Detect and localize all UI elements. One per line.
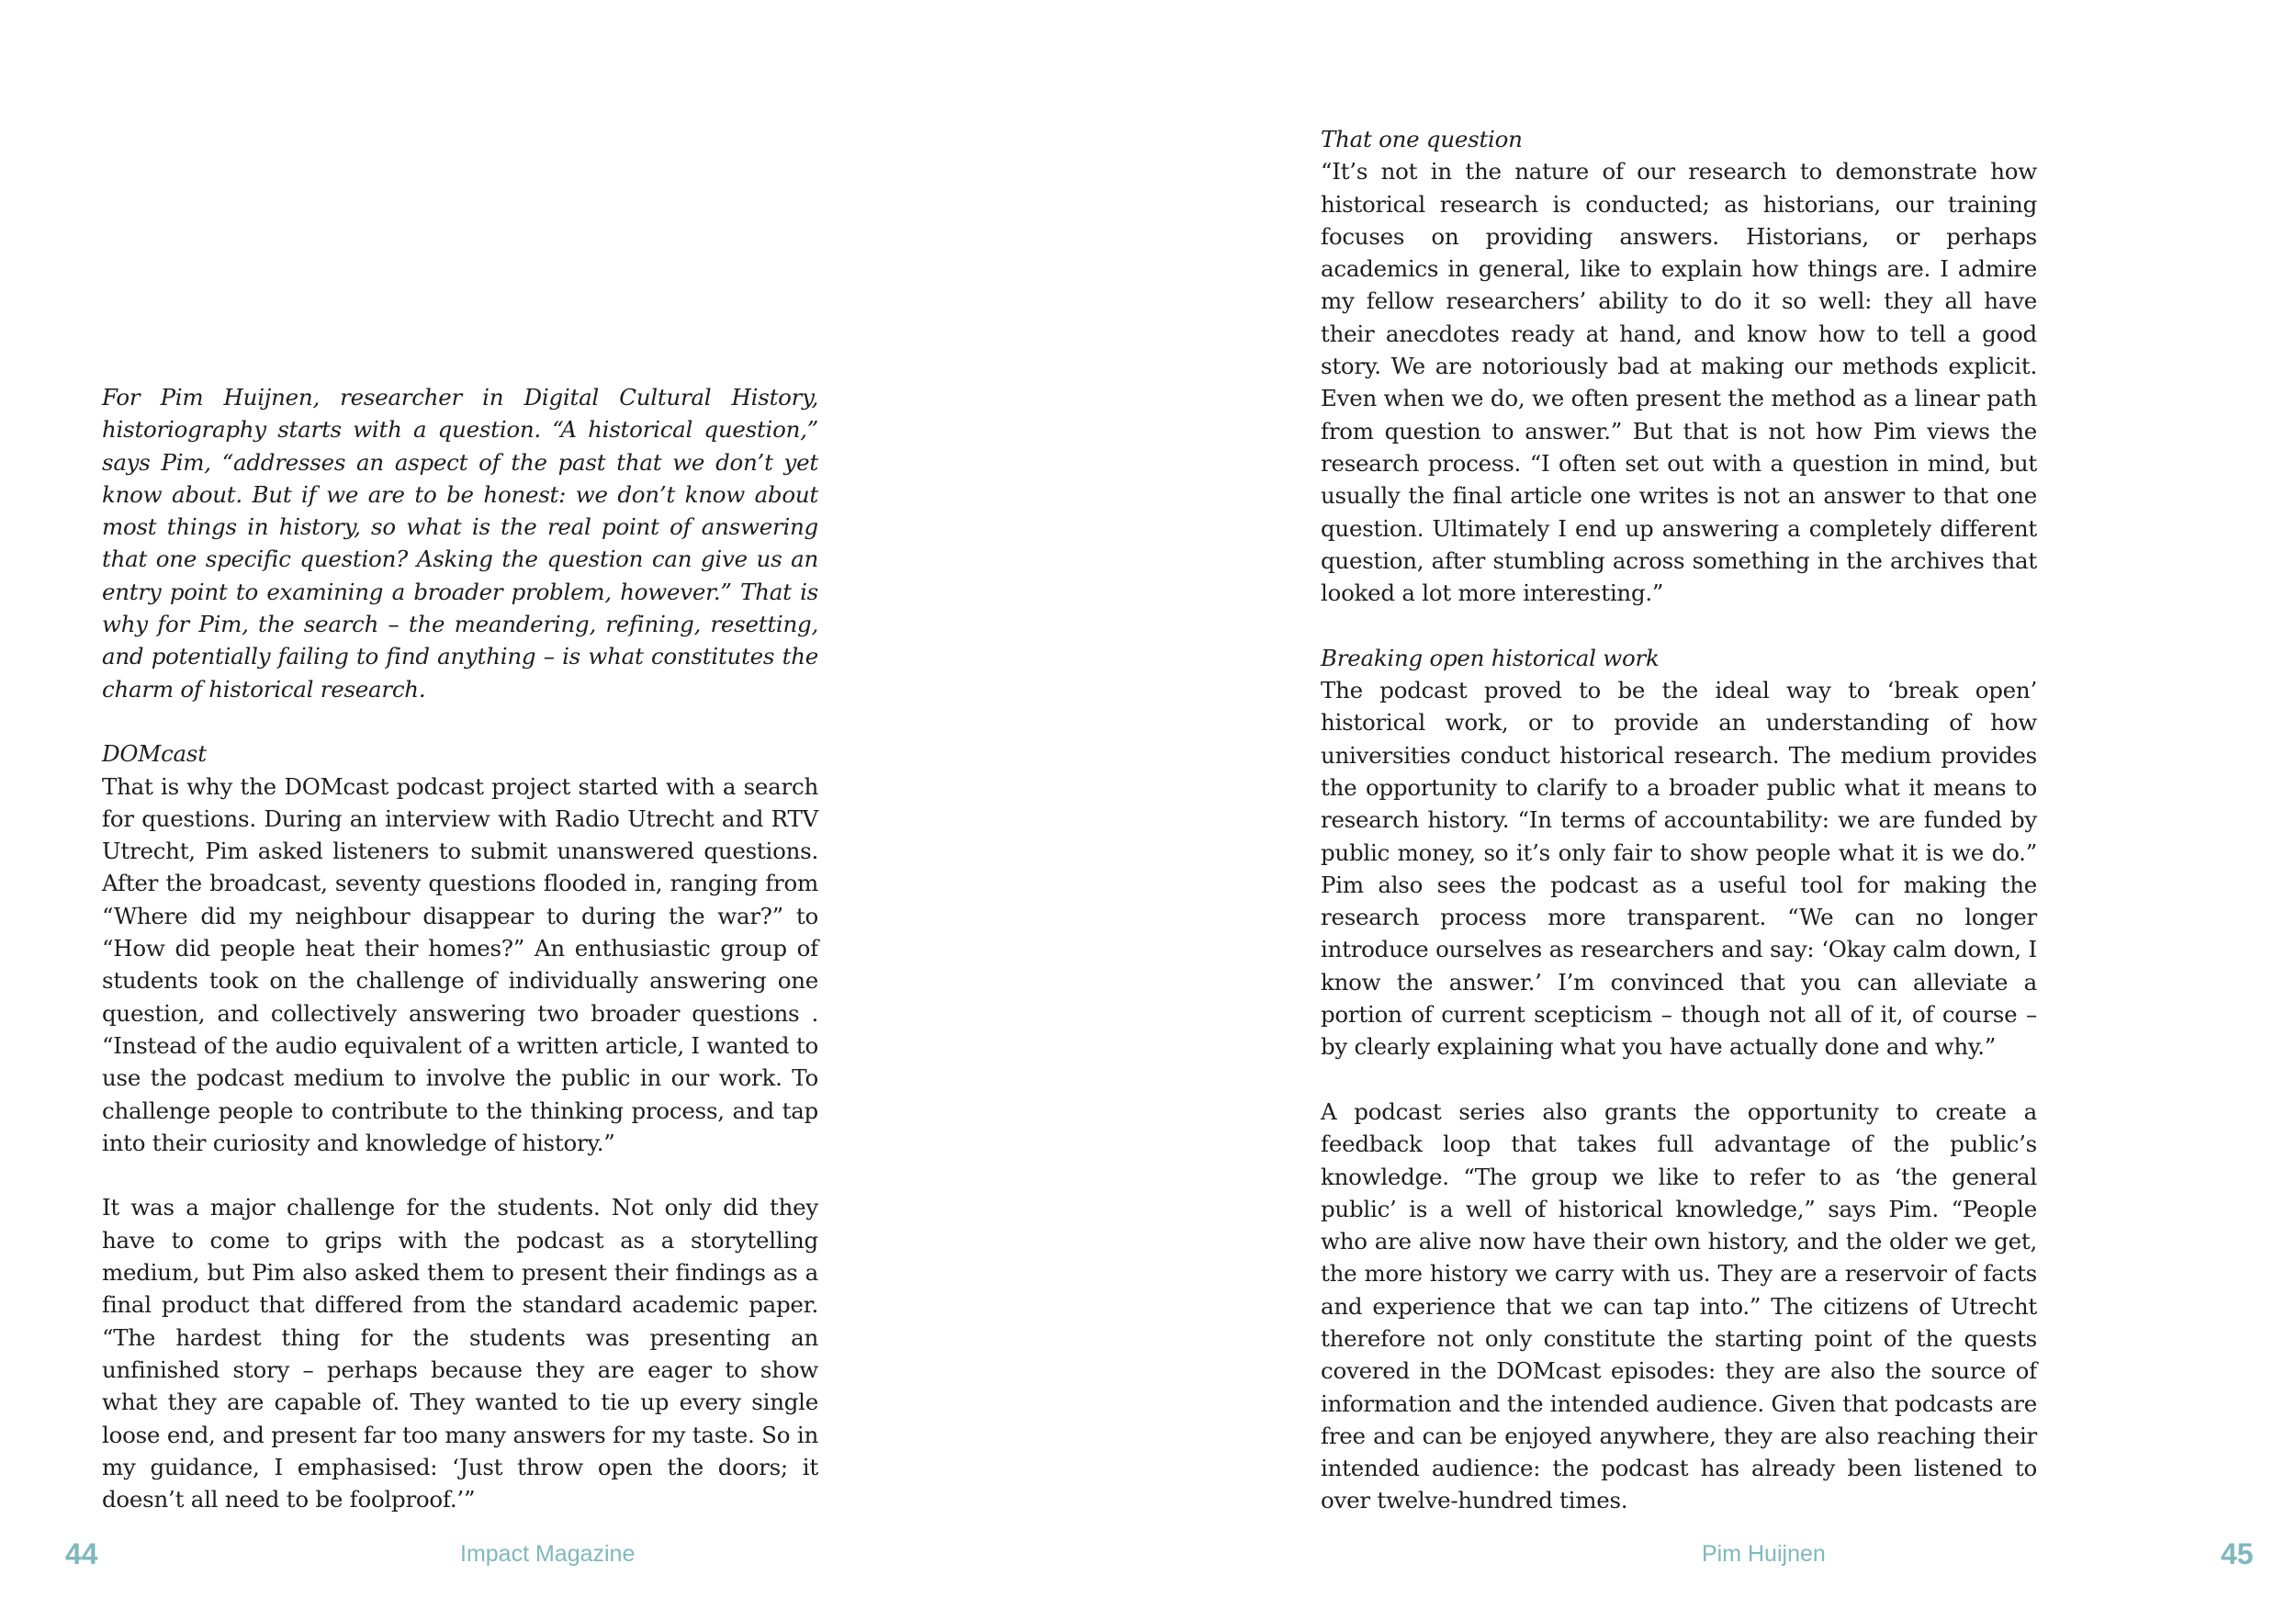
left-column <box>102 381 818 1515</box>
body-paragraph-1: That is why the DOMcast podcast project started with a search for questions. During an interview with Radio Utrecht and RTV Utrecht, Pim asked listeners to submit unanswered questions. After the broadcast, seventy questions flooded in, ranging from “Where did my neighbour disappear to during the war?” to “How did people heat their homes?” An enthusiastic group of students took on the challenge of individually answering one question, and collectively answering two broader questions . “Instead of the audio equivalent of a written article, I wanted to use the podcast medium to involve the public in our work. To challenge people to contribute to the thinking process, and tap into their curiosity and knowledge of history.” <box>102 772 818 1156</box>
spacer <box>1321 609 2037 641</box>
magazine-name: Impact Magazine <box>460 1541 636 1567</box>
section-heading-breaking-open: Breaking open historical work <box>1321 644 1660 671</box>
spacer <box>102 1159 818 1191</box>
page-number-left: 44 <box>65 1537 98 1570</box>
section-heading-that-one-question: That one question <box>1321 126 1523 152</box>
body-paragraph-3: “It’s not in the nature of our research to demonstrate how historical research is conducted; as historians, our training focuses on providing answers. Historians, or perhaps academics in general, like to explain how things are. I admire my fellow researchers’ ability to do it so well: they all have their anecdotes ready at hand, and know how to tell a good story. We are notoriously bad at making our methods explicit. Even when we do, we often present the method as a linear path from question to answer.” But that is not how Pim views the research process. “I often set out with a question in mind, but usually the final article one writes is not an answer to that one question. Ultimately I end up answering a completely different question, after stumbling across something in the archives that looked a lot more interesting.” <box>1321 158 2037 607</box>
section-heading-domcast: DOMcast <box>102 740 207 768</box>
spacer <box>102 705 818 737</box>
intro-paragraph: For Pim Huijnen, researcher in Digital Cultural History, historiography starts with a question. “A historical question,” says Pim, “addresses an aspect of the past that we don’t yet know about. But if we are to be honest: we don’t know about most things in history, so what is the real point of answering that one specific question? Asking the question can give us an entry point to examining a broader problem, however.” That is why for Pim, the search – the meandering, refining, resetting, and potentially failing to find anything – is what constitutes the charm of historical research. <box>102 384 818 703</box>
page-number-right: 45 <box>2221 1537 2254 1570</box>
body-paragraph-2: It was a major challenge for the students. Not only did they have to come to grips with the podcast as a storytelling medium, but Pim also asked them to present their findings as a final product that differed from the standard academic paper. “The hardest thing for the students was presenting an unfinished story – perhaps because they are eager to show what they are capable of. They wanted to tie up every single loose end, and present far too many answers for my taste. So in my guidance, I emphasised: ‘Just throw open the doors; it doesn’t all need to be foolproof.’” <box>102 1194 818 1513</box>
body-paragraph-4: The podcast proved to be the ideal way to ‘break open’ historical work, or to provide an understanding of how universities conduct historical research. The medium provides the opportunity to clarify to a broader public what it means to research history. “In terms of accountability: we are funded by public money, so it’s only fair to show people what it is we do.” Pim also sees the podcast as a useful tool for making the research process more transparent. “We can no longer introduce ourselves as researchers and say: ‘Okay calm down, I know the answer.’ I’m convinced that you can alleviate a portion of current scepticism – though not all of it, of course – by clearly explaining what you have actually done and why.” <box>1321 677 2037 1061</box>
author-name: Pim Huijnen <box>1702 1541 1826 1567</box>
spacer <box>1321 1063 2037 1096</box>
body-paragraph-5: A podcast series also grants the opportunity to create a feedback loop that takes full advantage of the public’s knowledge. “The group we like to refer to as ‘the general public’ is a well of historical knowledge,” says Pim. “People who are alive now have their own history, and the older we get, the more history we carry with us. They are a reservoir of facts and experience that we can tap into.” The citizens of Utrecht therefore not only constitute the starting point of the quests covered in the DOMcast episodes: they are also the source of information and the intended audience. Given that podcasts are free and can be enjoyed anywhere, they are also reaching their intended audience: the podcast has already been listened to over twelve-hundred times. <box>1321 1097 2037 1514</box>
right-column <box>1321 123 2037 1517</box>
